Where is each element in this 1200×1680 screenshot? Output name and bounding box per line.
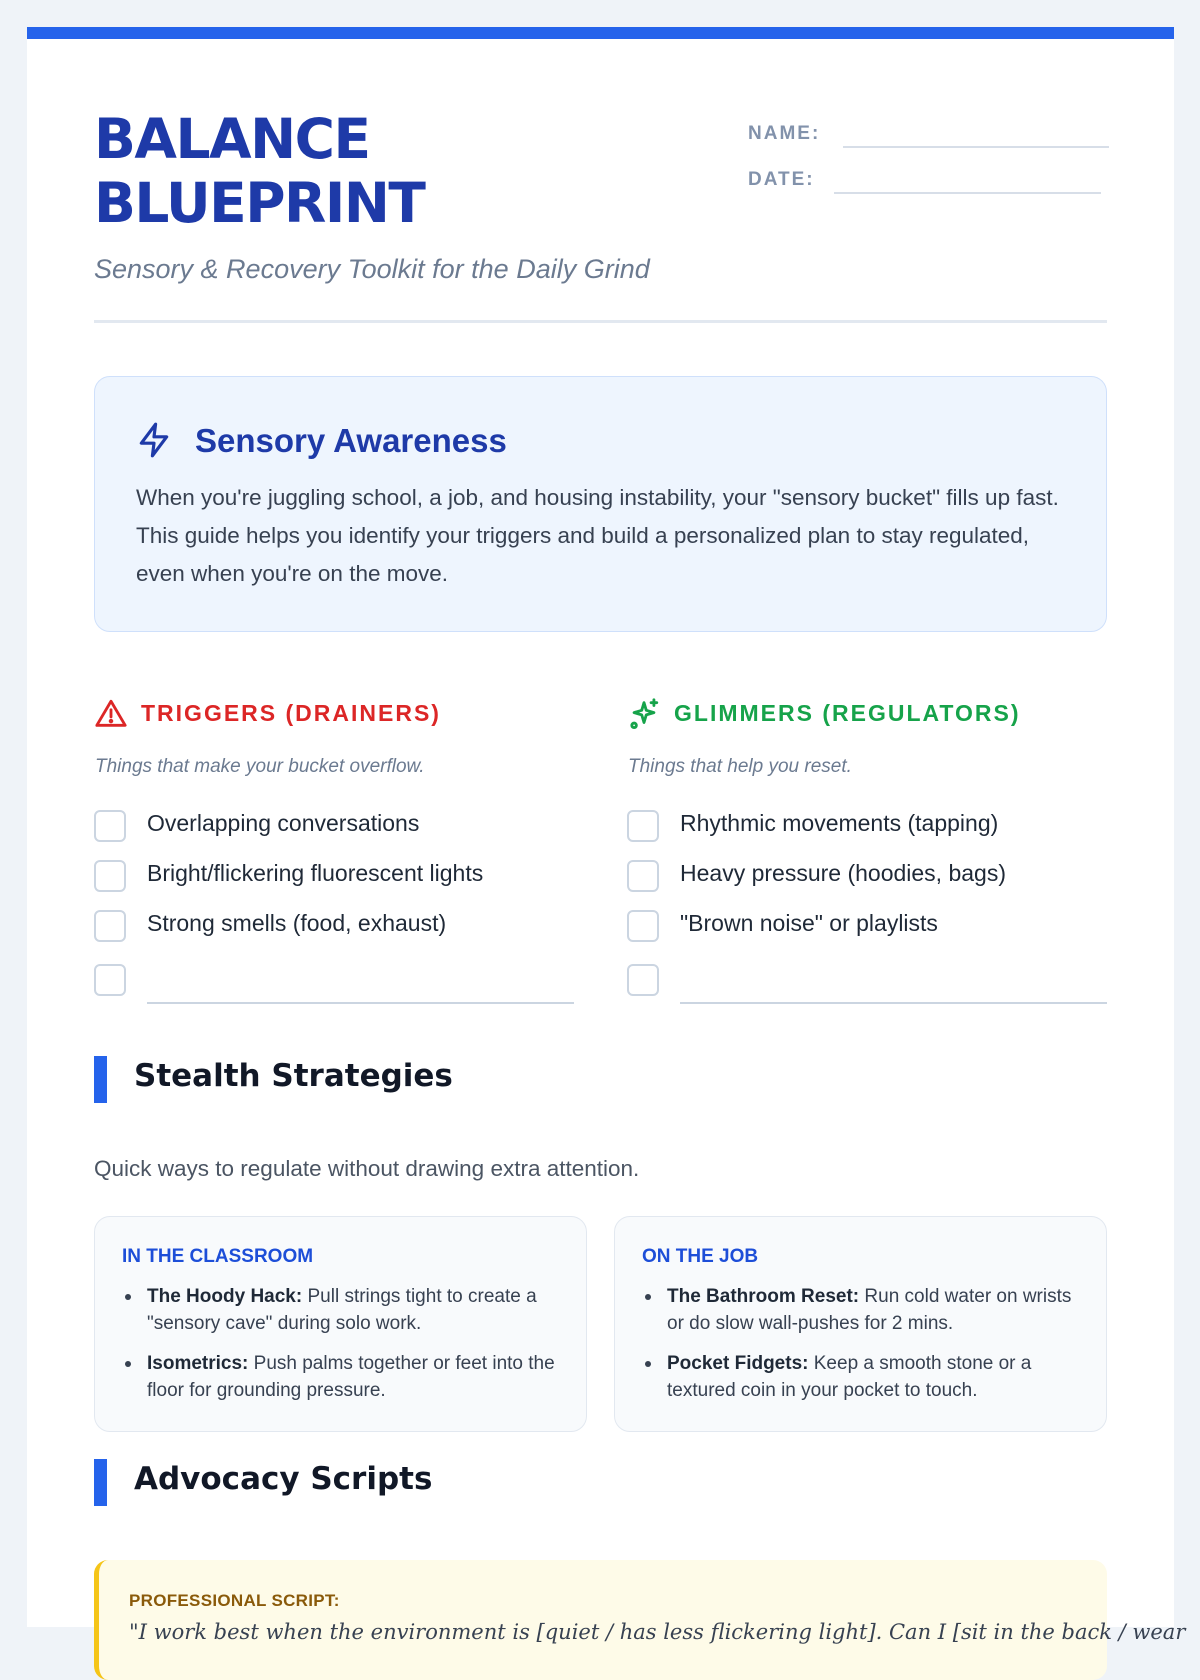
header-divider [94, 320, 1107, 323]
sensory-awareness-title: Sensory Awareness [195, 422, 507, 459]
strategy-text: Push palms together or feet into the floor for grounding pressure. [147, 1353, 555, 1401]
list-item [94, 857, 574, 907]
checkbox-label: "Brown noise" or playlists [680, 910, 938, 936]
checkbox-label: Bright/flickering fluorescent lights [147, 860, 484, 886]
title-line-2: BLUEPRINT [94, 171, 425, 235]
list-item-blank [94, 957, 574, 1007]
section-accent-bar [94, 1056, 107, 1103]
checkbox[interactable] [94, 964, 126, 996]
list-item [627, 807, 1107, 857]
glimmers-heading [627, 695, 1107, 735]
list-item [627, 857, 1107, 907]
page-title [94, 107, 424, 235]
classroom-strategy-card [94, 1216, 587, 1432]
triggers-title: TRIGGERS (DRAINERS) [141, 700, 441, 726]
list-item [642, 1350, 1082, 1404]
checkbox[interactable] [627, 860, 659, 892]
list-item [122, 1283, 562, 1337]
triggers-heading [94, 695, 574, 735]
title-line-1: BALANCE [94, 107, 370, 171]
job-strategy-list [642, 1283, 1082, 1417]
professional-script-card [94, 1560, 1186, 1680]
strategy-text: Keep a smooth stone or a textured coin in your pocket to touch. [667, 1353, 1032, 1401]
checkbox[interactable] [94, 860, 126, 892]
sensory-awareness-text: When you're juggling school, a job, and housing instability, your "sensory bucket" fills up fast. This guide helps you identify your triggers and build a personalized plan to stay regulated, even when you're on the move. [136, 485, 1059, 586]
job-strategy-card [614, 1216, 1107, 1432]
lightning-bolt-icon [135, 421, 173, 459]
page-subtitle: Sensory & Recovery Toolkit for the Daily Grind [94, 254, 650, 284]
strategy-text: Run cold water on wrists or do slow wall-pushes for 2 mins. [667, 1286, 1072, 1334]
name-field-row [748, 123, 1108, 169]
triggers-hint: Things that make your bucket overflow. [95, 756, 425, 777]
strategy-name: The Hoody Hack: [147, 1286, 303, 1307]
strategy-name: Pocket Fidgets: [667, 1353, 809, 1374]
list-item [94, 807, 574, 857]
stealth-strategies-heading [94, 1056, 1107, 1104]
triggers-column [94, 695, 574, 936]
list-item-blank [627, 957, 1107, 1007]
list-item [642, 1283, 1082, 1337]
checkbox-label: Rhythmic movements (tapping) [680, 810, 999, 836]
strategy-name: The Bathroom Reset: [667, 1286, 860, 1307]
stealth-strategies-title: Stealth Strategies [134, 1058, 453, 1094]
blank-write-in-line[interactable] [680, 1002, 1107, 1004]
classroom-card-title: IN THE CLASSROOM [122, 1246, 314, 1267]
date-field-row [748, 169, 1108, 215]
sensory-awareness-card [94, 376, 1107, 632]
date-field[interactable] [834, 192, 1101, 194]
checkbox[interactable] [94, 810, 126, 842]
stealth-strategies-description: Quick ways to regulate without drawing extra attention. [94, 1156, 640, 1181]
checkbox-label: Heavy pressure (hoodies, bags) [680, 860, 1006, 886]
glimmers-checklist [627, 807, 1107, 1007]
triggers-checklist [94, 807, 574, 1007]
sparkles-icon [627, 697, 661, 731]
worksheet-page [27, 27, 1186, 1644]
checkbox-label: Overlapping conversations [147, 810, 420, 836]
date-label: DATE: [748, 169, 815, 190]
script-label: PROFESSIONAL SCRIPT: [129, 1591, 340, 1610]
checkbox[interactable] [627, 810, 659, 842]
checkbox[interactable] [94, 910, 126, 942]
blank-write-in-line[interactable] [147, 1002, 574, 1004]
name-label: NAME: [748, 123, 821, 144]
glimmers-title: GLIMMERS (REGULATORS) [674, 700, 1021, 726]
list-item [627, 907, 1107, 957]
glimmers-hint: Things that help you reset. [628, 756, 852, 777]
script-text: "I work best when the environment is [quiet / has less flickering light]. Can I [sit in the back / wear [129, 1620, 1186, 1644]
classroom-strategy-list [122, 1283, 562, 1417]
section-accent-bar [94, 1459, 107, 1506]
advocacy-scripts-heading [94, 1459, 1107, 1507]
warning-triangle-icon [94, 697, 128, 731]
glimmers-column [627, 695, 1107, 936]
list-item [122, 1350, 562, 1404]
list-item [94, 907, 574, 957]
strategy-name: Isometrics: [147, 1353, 249, 1374]
checkbox-label: Strong smells (food, exhaust) [147, 910, 447, 936]
name-field[interactable] [843, 146, 1109, 148]
job-card-title: ON THE JOB [642, 1246, 759, 1267]
checkbox[interactable] [627, 964, 659, 996]
name-date-fields [748, 123, 1108, 215]
checkbox[interactable] [627, 910, 659, 942]
strategy-text: Pull strings tight to create a "sensory cave" during solo work. [147, 1286, 537, 1334]
advocacy-scripts-title: Advocacy Scripts [134, 1461, 433, 1497]
